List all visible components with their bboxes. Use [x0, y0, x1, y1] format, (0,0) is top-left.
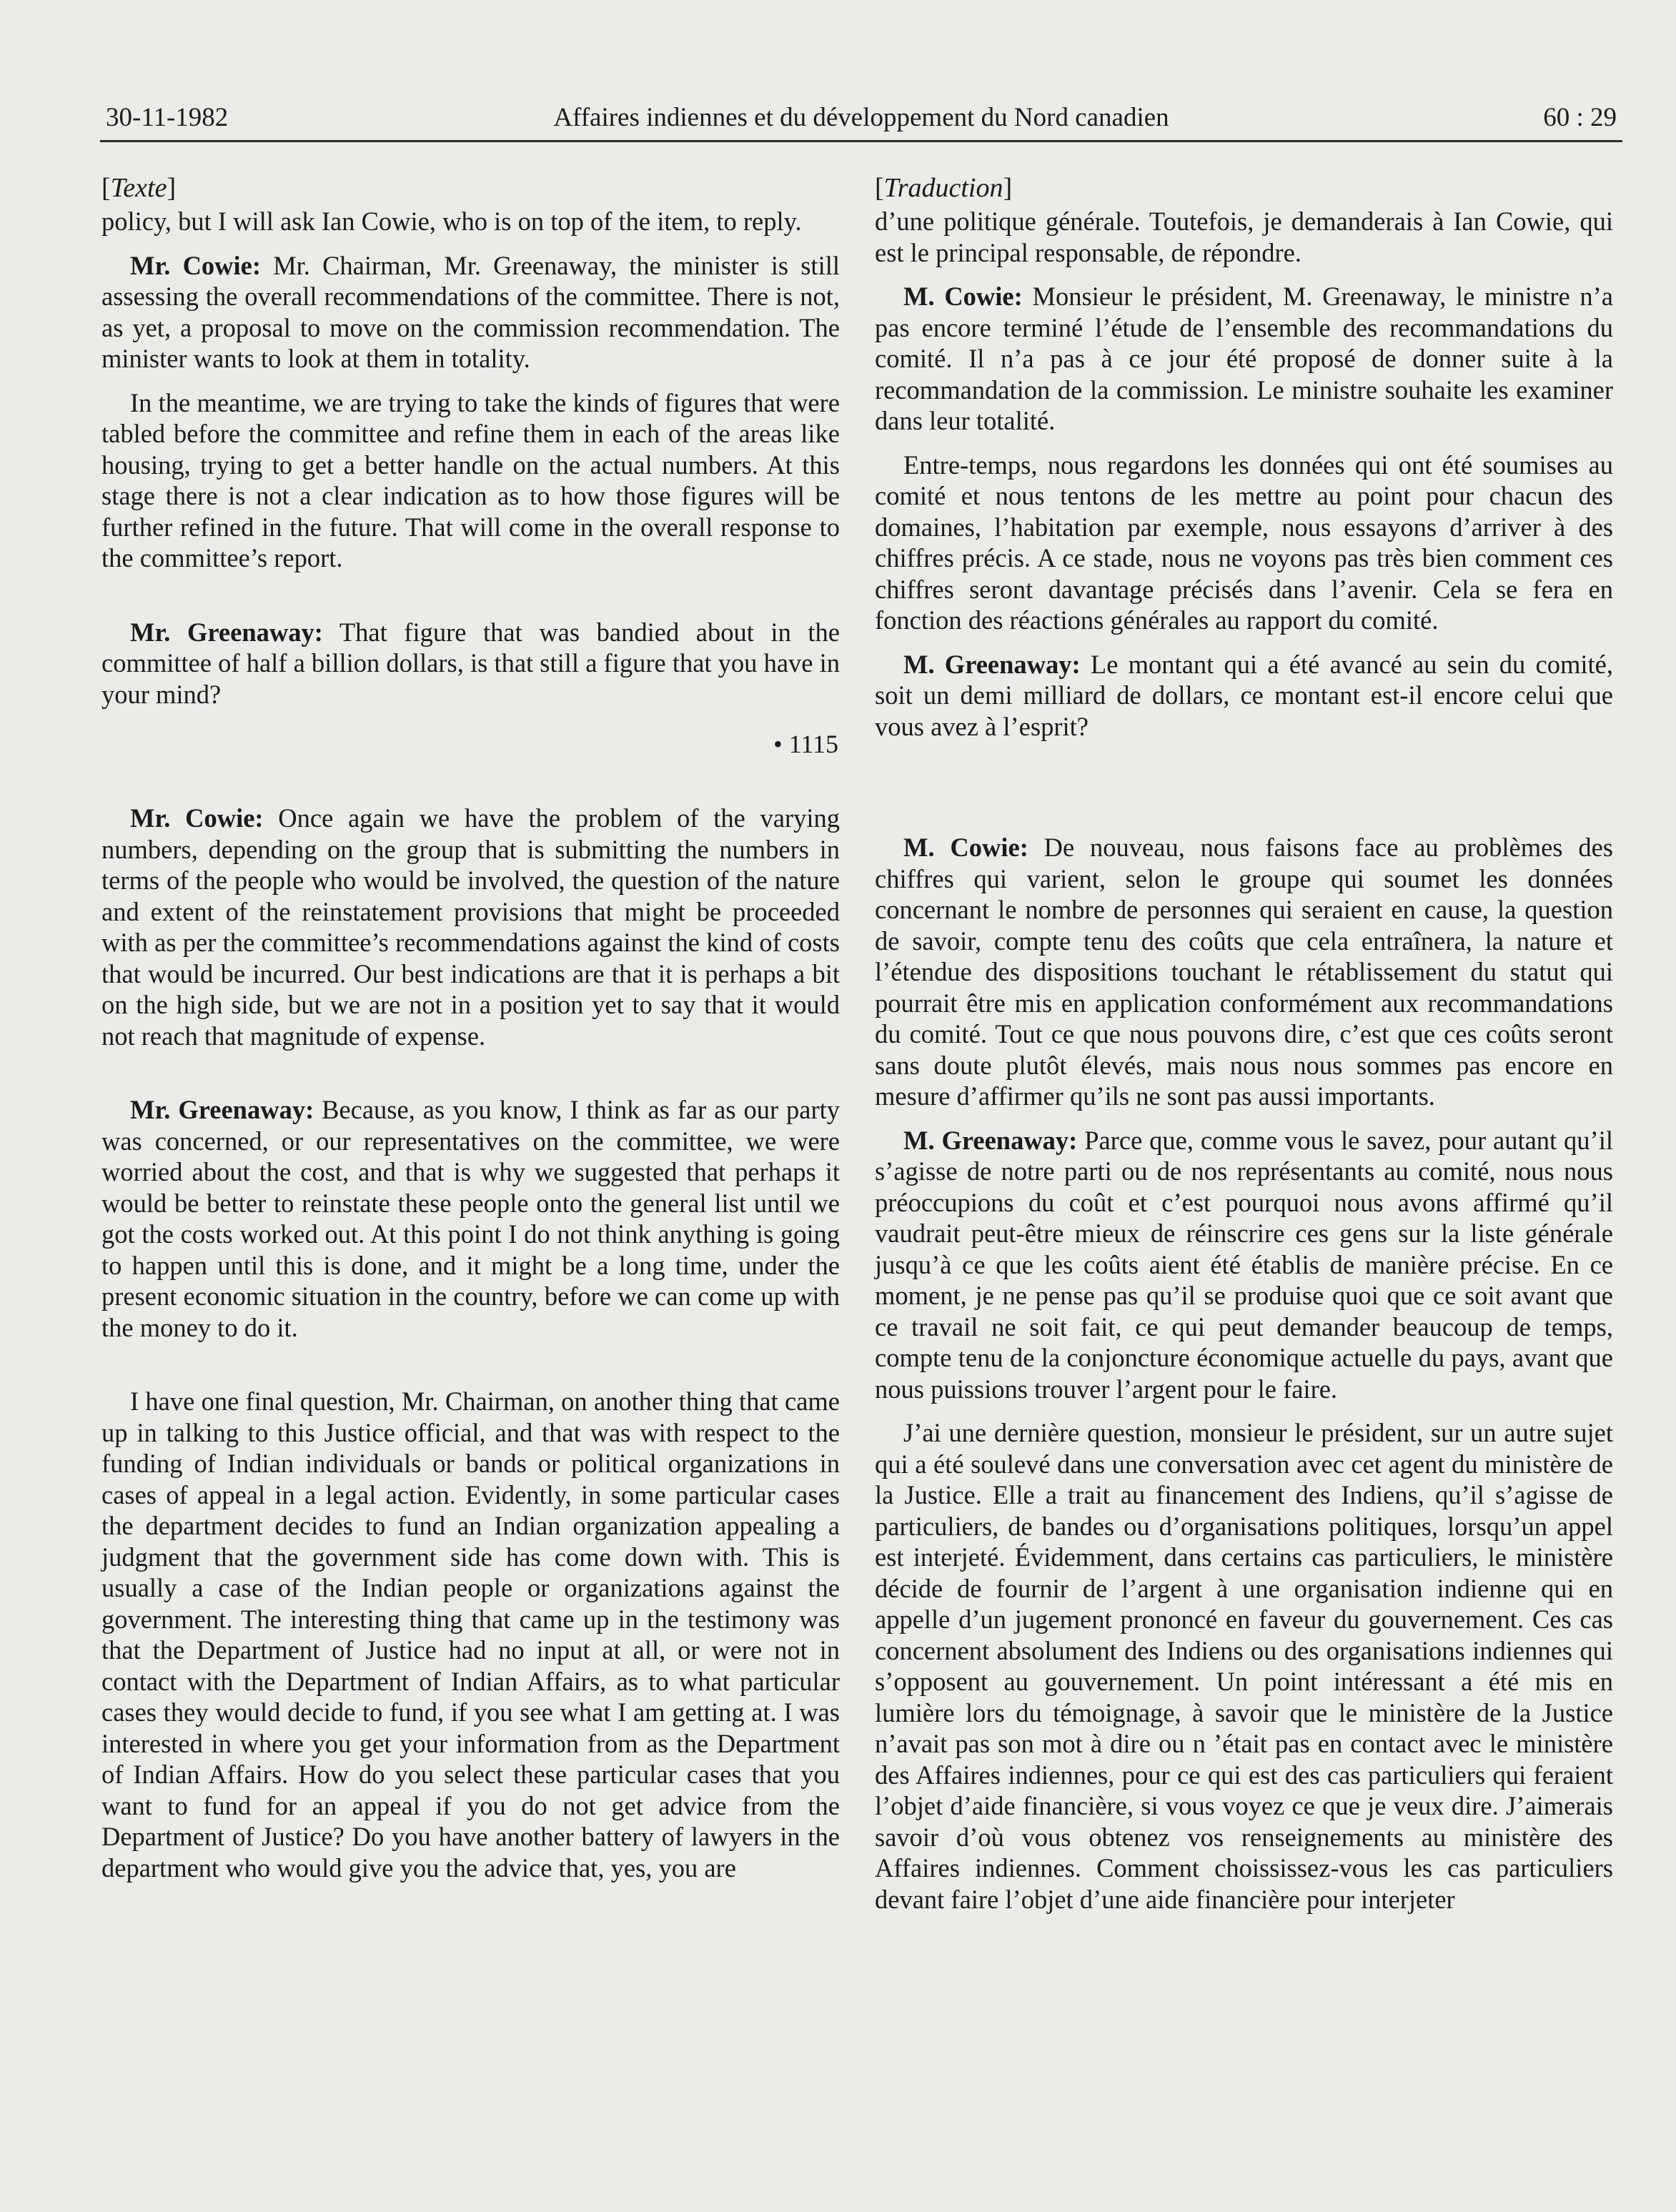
paragraph: M. Greenaway: Le montant qui a été avancé au sein du comité, soit un demi milliard de dollars, ce montant est-il encore celui que vous avez à l’esprit?: [875, 649, 1613, 741]
speaker-name: M. Greenaway:: [903, 649, 1081, 679]
paragraph: Mr. Greenaway: Because, as you know, I think as far as our party was concerned, or our representatives on the committee, we were worried about the cost, and that is why we suggested that perhaps it would be better to reinstate these people onto the general list until we got the costs worked out. At this point I do not think anything is going to happen until this is done, and it might be a long time, under the present economic situation in the country, before we can come up with the money to do it.: [101, 1095, 840, 1342]
speaker-name: M. Cowie:: [903, 282, 1023, 311]
spacer: [875, 742, 1613, 819]
paragraph: I have one final question, Mr. Chairman, on another thing that came up in talking to this Justice official, and that was with respect to the funding of Indian individuals or bands or political organizations in cases of appeal in a legal action. Evidently, in some particular cases the department decides to fund an Indian organization appealing a judgment that the government side has come down with. This is usually a case of the Indian people or organizations against the government. The interesting thing that came up in the testimony was that the Department of Justice had no input at all, or were not in contact with the Department of Indian Affairs, as to what particular cases they would decide to fund, if you see what I am getting at. I was interested in where you get your information from as the Department of Indian Affairs. How do you select these particular cases that you want to fund for an appeal if you do not get advice from the Department of Justice? Do you have another battery of lawyers in the department who would give you the advice that, yes, you are: [101, 1387, 840, 1883]
paragraph: d’une politique générale. Toutefois, je demanderais à Ian Cowie, qui est le principal responsable, de répondre.: [875, 207, 1613, 267]
paragraph: In the meantime, we are trying to take the kinds of figures that were tabled before the committee and refine them in each of the areas like housing, trying to get a better handle on the actual numbers. At this stage there is not a clear indication as to how those figures will be further refined in the future. That will come in the overall response to the committee’s report.: [101, 387, 840, 572]
paragraph: Entre-temps, nous regardons les données qui ont été soumises au comité et nous tentons de les mettre au point pour chacun des domaines, l’habitation par exemple, nous essayons d’arriver à des chiffres précis. A ce stade, nous ne voyons pas très bien comment ces chiffres seront davantage précisés dans l’avenir. Cela se fera en fonction des réactions générales au rapport du comité.: [875, 450, 1613, 635]
speaker-name: M. Cowie:: [903, 833, 1028, 862]
speaker-name: Mr. Greenaway:: [130, 1095, 314, 1124]
section-label-traduction: [Traduction]: [875, 173, 1013, 203]
section-label-texte: [Texte]: [101, 173, 177, 203]
paragraph: M. Cowie: Monsieur le président, M. Greenaway, le ministre n’a pas encore terminé l’étude de l’ensemble des recommandations du comité. Il n’a pas à ce jour été proposé de donner suite à la recommandation de la commission. Le ministre souhaite les examiner dans leur totalité.: [875, 282, 1613, 435]
paragraph: J’ai une dernière question, monsieur le président, sur un autre sujet qui a été soulevé dans une conversation avec cet agent du ministère de la Justice. Elle a trait au financement des Indiens, qu’il s’agisse de particuliers, de bandes ou d’organisations politiques, lorsqu’un appel est interjeté. Évidemment, dans certains cas particuliers, le ministère décide de fournir de l’argent à une organisation indienne qui en appelle d’un jugement prononcé en faveur du gouvernement. Ces cas concernent absolument des Indiens ou des organisations indiennes qui s’opposent au gouvernement. Un point intéressant a été mis en lumière lors du témoignage, à savoir que le ministère de la Justice n’avait pas son mot à dire ou n ’était pas en contact avec le ministère des Affaires indiennes, pour ce qui est des cas particuliers qui feraient l’objet d’aide financière, si vous voyez ce que je veux dire. J’aimerais savoir d’où vous obtenez vos renseignements au ministère des Affaires indiennes. Comment choississez-vous les cas particuliers devant faire l’objet d’une aide financière pour interjeter: [875, 1418, 1613, 1914]
paragraph: Mr. Greenaway: That figure that was bandied about in the committee of half a billion dollars, is that still a figure that you have in your mind?: [101, 617, 840, 709]
paragraph: policy, but I will ask Ian Cowie, who is on top of the item, to reply.: [101, 207, 802, 236]
time-marker: • 1115: [773, 730, 838, 758]
header-title: Affaires indiennes et du développement du Nord canadien: [553, 103, 1169, 132]
header-date: 30-11-1982: [106, 103, 229, 132]
speaker-name: Mr. Greenaway:: [130, 617, 323, 647]
paragraph: Mr. Cowie: Once again we have the problem of the varying numbers, depending on the group that is submitting the numbers in terms of the people who would be involved, the question of the nature and extent of the reinstatement provisions that might be proceeded with as per the committee’s recommendations against the kind of costs that would be incurred. Our best indications are that it is perhaps a bit on the high side, but we are not in a position yet to say that it would not reach that magnitude of expense.: [101, 803, 840, 1051]
paragraph: Mr. Cowie: Mr. Chairman, Mr. Greenaway, the minister is still assessing the overall recommendations of the committee. There is not, as yet, a proposal to move on the commission recommendation. The minister wants to look at them in totality.: [101, 250, 840, 373]
running-header: [100, 99, 1622, 142]
english-column: [101, 172, 840, 1883]
paragraph: M. Cowie: De nouveau, nous faisons face au problèmes des chiffres qui varient, selon le groupe qui soumet les données concernant le nombre de personnes qui seraient en cause, la question de savoir, compte tenu des coûts que cela entraînera, la nature et l’étendue des dispositions touchant le rétablissement du statut qui pourrait être mis en application conformément aux recommandations du comité. Tout ce que nous pouvons dire, c’est que ces coûts seront sans doute plutôt élevés, mais nous nous sommes pas encore en mesure d’affirmer qu’ils ne sont pas aussi importants.: [875, 833, 1613, 1111]
speaker-name: M. Greenaway:: [903, 1125, 1078, 1155]
speaker-name: Mr. Cowie:: [130, 250, 262, 280]
page-number: 60 : 29: [1543, 103, 1617, 132]
speaker-name: Mr. Cowie:: [130, 803, 264, 833]
paragraph: M. Greenaway: Parce que, comme vous le savez, pour autant qu’il s’agisse de notre parti ou de nos représentants au comité, nous nous préoccupions du coût et c’est pourquoi nous avons affirmé qu’il vaudrait peut-être mieux de réinscrire ces gens sur la liste générale jusqu’à ce que les coûts aient été établis de manière précise. En ce moment, je ne pense pas qu’il se produise quoi que ce soit avant que ce travail ne soit fait, ce qui peut demander beaucoup de temps, compte tenu de la conjoncture économique actuelle du pays, avant que nous puissions trouver l’argent pour le faire.: [875, 1125, 1613, 1404]
french-column: [875, 172, 1613, 1915]
